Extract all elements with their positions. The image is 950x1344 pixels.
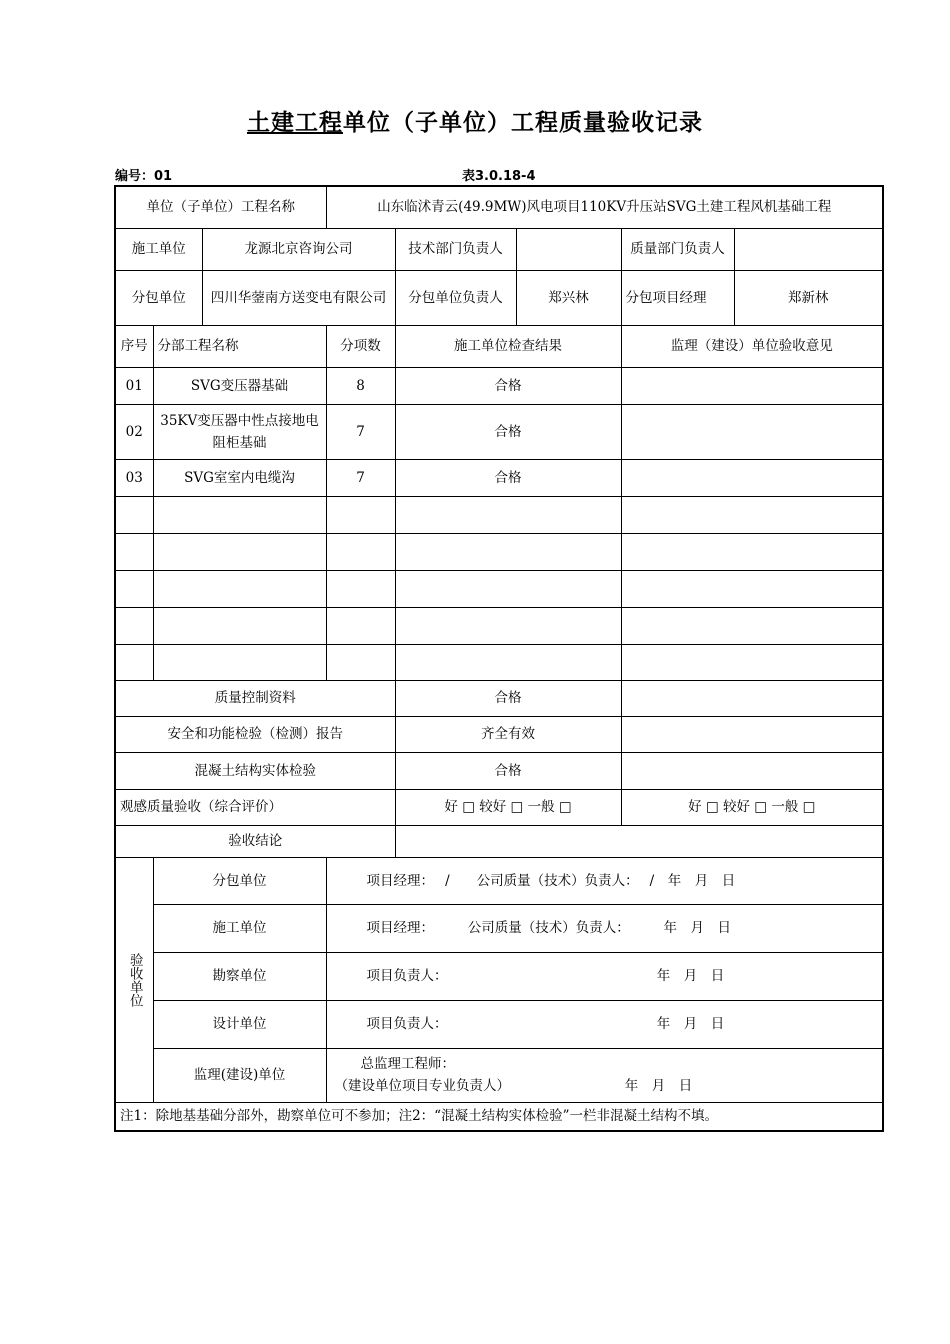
conclusion-value bbox=[395, 825, 883, 857]
project-row bbox=[115, 186, 883, 228]
acceptance-signature: 项目经理： / 公司质量（技术）负责人： / 年 月 日 bbox=[326, 857, 883, 904]
item-opinion bbox=[621, 459, 883, 496]
item-opinion bbox=[621, 404, 883, 459]
check-label: 质量控制资料 bbox=[115, 680, 395, 716]
subcontract-unit-label: 分包单位 bbox=[115, 270, 202, 325]
item-seq: 01 bbox=[115, 367, 153, 404]
construction-unit-value: 龙源北京咨询公司 bbox=[202, 228, 395, 270]
acceptance-signature: 项目负责人： 年 月 日 bbox=[326, 1000, 883, 1048]
subcontract-head-value: 郑兴林 bbox=[516, 270, 621, 325]
appearance-row bbox=[115, 789, 883, 825]
acceptance-group-label: 验收单位 bbox=[115, 857, 153, 1102]
acceptance-unit: 分包单位 bbox=[153, 857, 326, 904]
acceptance-unit: 设计单位 bbox=[153, 1000, 326, 1048]
subcontract-unit-value: 四川华蓥南方送变电有限公司 bbox=[202, 270, 395, 325]
check-opinion bbox=[621, 752, 883, 789]
title-underlined: 土建工程 bbox=[247, 110, 343, 136]
item-name: SVG室室内电缆沟 bbox=[153, 459, 326, 496]
quality-dept-label: 质量部门负责人 bbox=[621, 228, 734, 270]
construction-unit-label: 施工单位 bbox=[115, 228, 202, 270]
quality-dept-value bbox=[734, 228, 883, 270]
subcontract-pm-value: 郑新林 bbox=[734, 270, 883, 325]
acceptance-row bbox=[115, 1048, 883, 1102]
item-count: 8 bbox=[326, 367, 395, 404]
acceptance-signature: 项目经理： 公司质量（技术）负责人： 年 月 日 bbox=[326, 904, 883, 952]
item-seq: 02 bbox=[115, 404, 153, 459]
subcontract-head-label: 分包单位负责人 bbox=[395, 270, 516, 325]
header-name: 分部工程名称 bbox=[153, 325, 326, 367]
empty-row bbox=[115, 607, 883, 644]
header-opinion: 监理（建设）单位验收意见 bbox=[621, 325, 883, 367]
appearance-result: 好 □ 较好 □ 一般 □ bbox=[395, 789, 621, 825]
acceptance-unit: 施工单位 bbox=[153, 904, 326, 952]
check-row bbox=[115, 716, 883, 752]
acceptance-signature: 项目负责人： 年 月 日 bbox=[326, 952, 883, 1000]
empty-row bbox=[115, 644, 883, 680]
check-row bbox=[115, 752, 883, 789]
empty-row bbox=[115, 496, 883, 533]
items-header-row bbox=[115, 325, 883, 367]
check-label: 混凝土结构实体检验 bbox=[115, 752, 395, 789]
project-name-label: 单位（子单位）工程名称 bbox=[115, 186, 326, 228]
acceptance-signature bbox=[326, 1048, 883, 1102]
title-rest: 单位（子单位）工程质量验收记录 bbox=[343, 110, 703, 136]
item-name: 35KV变压器中性点接地电阻柜基础 bbox=[153, 404, 326, 459]
acceptance-unit: 监理(建设)单位 bbox=[153, 1048, 326, 1102]
table-row bbox=[115, 404, 883, 459]
header-seq: 序号 bbox=[115, 325, 153, 367]
page-title bbox=[0, 104, 950, 137]
appearance-label: 观感质量验收（综合评价） bbox=[115, 789, 395, 825]
conclusion-row bbox=[115, 825, 883, 857]
check-label: 安全和功能检验（检测）报告 bbox=[115, 716, 395, 752]
check-row bbox=[115, 680, 883, 716]
note-row bbox=[115, 1102, 883, 1131]
item-count: 7 bbox=[326, 404, 395, 459]
appearance-opinion: 好 □ 较好 □ 一般 □ bbox=[621, 789, 883, 825]
form-number: 编号：01 bbox=[115, 169, 173, 184]
table-row bbox=[115, 459, 883, 496]
supervision-line2: （建设单位项目专业负责人） 年 月 日 bbox=[334, 1078, 693, 1094]
acceptance-unit: 勘察单位 bbox=[153, 952, 326, 1000]
item-seq: 03 bbox=[115, 459, 153, 496]
check-opinion bbox=[621, 680, 883, 716]
item-name: SVG变压器基础 bbox=[153, 367, 326, 404]
check-result: 齐全有效 bbox=[395, 716, 621, 752]
project-name-value: 山东临沭青云(49.9MW)风电项目110KV升压站SVG土建工程风机基础工程 bbox=[326, 186, 883, 228]
item-result: 合格 bbox=[395, 367, 621, 404]
acceptance-row bbox=[115, 904, 883, 952]
acceptance-row bbox=[115, 1000, 883, 1048]
supervision-line1: 总监理工程师： bbox=[360, 1056, 456, 1072]
header-count: 分项数 bbox=[326, 325, 395, 367]
check-opinion bbox=[621, 716, 883, 752]
acceptance-row bbox=[115, 952, 883, 1000]
item-count: 7 bbox=[326, 459, 395, 496]
subcontract-pm-label: 分包项目经理 bbox=[621, 270, 734, 325]
footnote: 注1：除地基基础分部外，勘察单位可不参加；注2：“混凝土结构实体检验”一栏非混凝土结构不填。 bbox=[115, 1102, 883, 1131]
header-result: 施工单位检查结果 bbox=[395, 325, 621, 367]
acceptance-row bbox=[115, 857, 883, 904]
table-code: 表3.0.18-4 bbox=[462, 169, 536, 184]
item-result: 合格 bbox=[395, 459, 621, 496]
check-result: 合格 bbox=[395, 680, 621, 716]
check-result: 合格 bbox=[395, 752, 621, 789]
acceptance-form-table bbox=[114, 185, 884, 1132]
conclusion-label: 验收结论 bbox=[115, 825, 395, 857]
construction-row bbox=[115, 228, 883, 270]
table-row bbox=[115, 367, 883, 404]
item-result: 合格 bbox=[395, 404, 621, 459]
subcontract-row bbox=[115, 270, 883, 325]
tech-dept-value bbox=[516, 228, 621, 270]
tech-dept-label: 技术部门负责人 bbox=[395, 228, 516, 270]
empty-row bbox=[115, 533, 883, 570]
empty-row bbox=[115, 570, 883, 607]
item-opinion bbox=[621, 367, 883, 404]
